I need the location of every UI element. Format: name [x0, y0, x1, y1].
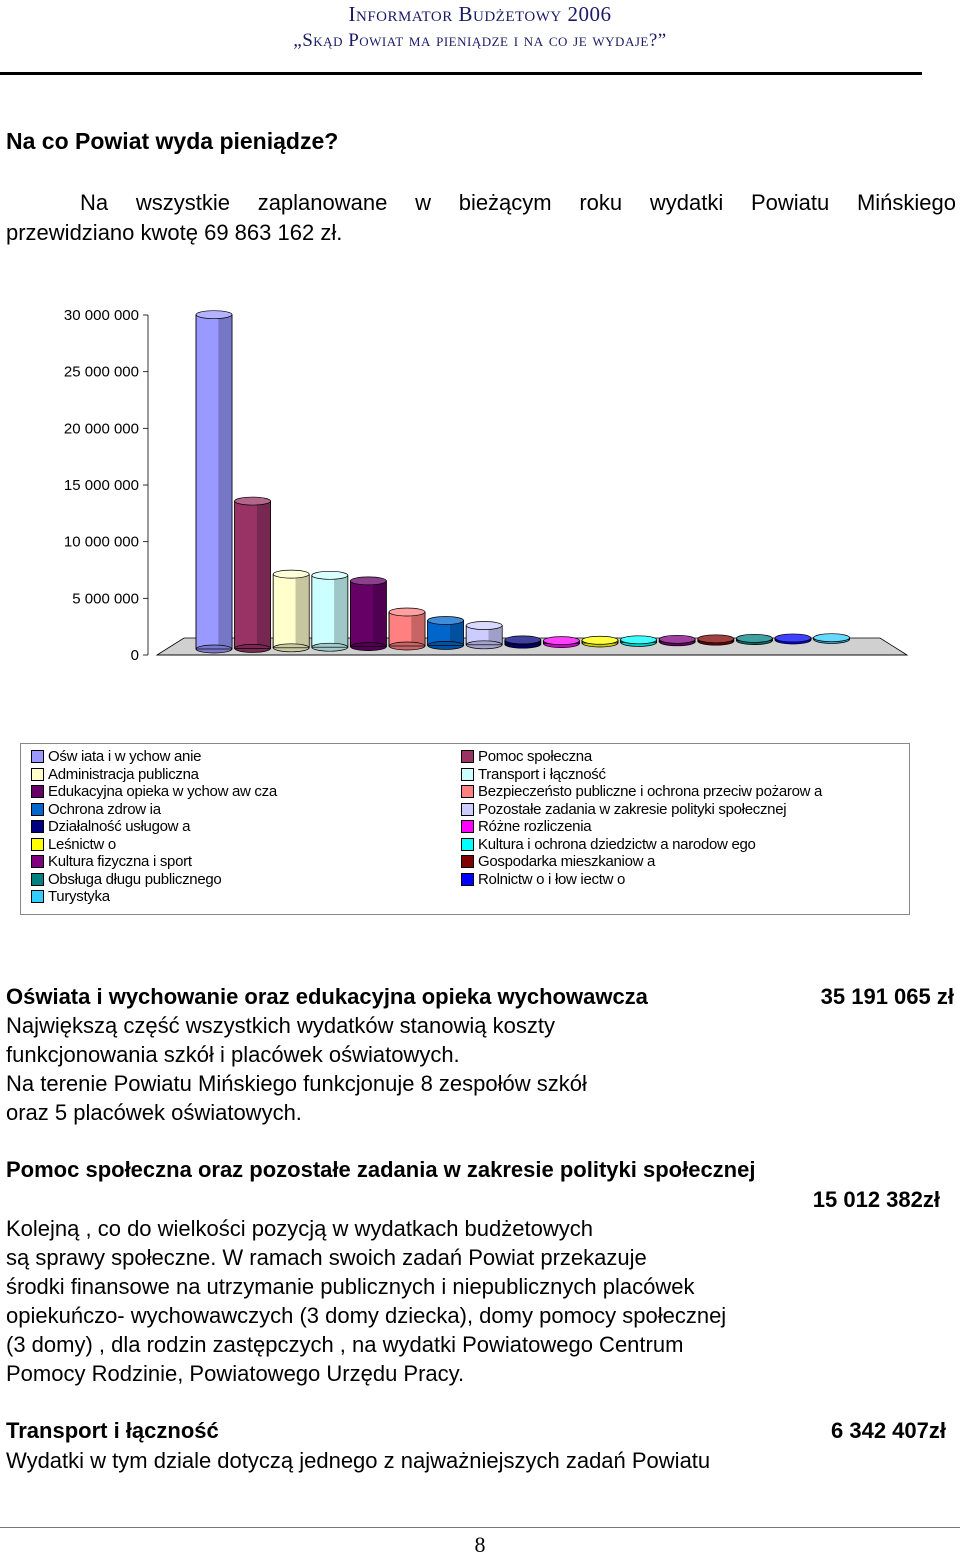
legend-label: Różne rozliczenia: [478, 818, 592, 836]
legend-label: Administracja publiczna: [48, 765, 199, 783]
legend-label: Kultura fizyczna i sport: [48, 853, 192, 871]
text-line: Na terenie Powiatu Mińskiego funkcjonuje 8 zespołów szkół: [6, 1071, 587, 1096]
legend-entry: [461, 871, 822, 889]
page-title: Na co Powiat wyda pieniądze?: [6, 128, 339, 154]
legend-swatch: [461, 785, 474, 798]
section-heading-education: Oświata i wychowanie oraz edukacyjna opieka wychowawcza: [6, 984, 648, 1009]
header-subtitle: „Skąd Powiat ma pieniądze i na co je wydaje?”: [293, 30, 667, 51]
section-text-transport: [6, 1446, 710, 1475]
text-line: (3 domy) , dla rodzin zastępczych , na wydatki Powiatowego Centrum: [6, 1332, 684, 1357]
text-line: opiekuńczo- wychowawczych (3 domy dziecka), domy pomocy społecznej: [6, 1303, 727, 1328]
legend-swatch: [461, 803, 474, 816]
bar: [389, 608, 425, 650]
legend-column-right: [461, 748, 822, 888]
legend-swatch: [461, 873, 474, 886]
text-line: oraz 5 placówek oświatowych.: [6, 1100, 302, 1125]
legend-label: Ochrona zdrow ia: [48, 800, 161, 818]
legend-entry: [31, 836, 277, 854]
legend-entry: [461, 783, 822, 801]
page-number: 8: [474, 1532, 486, 1557]
section-heading-transport: Transport i łączność: [6, 1418, 219, 1443]
legend-label: Bezpieczeństo publiczne i ochrona przeciw pożarow a: [478, 783, 823, 801]
section-heading-social-aid: Pomoc społeczna oraz pozostałe zadania w zakresie polityki społecznej: [6, 1157, 756, 1182]
legend-entry: [31, 818, 277, 836]
legend-label: Rolnictw o i łow iectw o: [478, 870, 626, 888]
bar: [698, 635, 734, 645]
legend-entry: [31, 801, 277, 819]
legend-swatch: [31, 820, 44, 833]
legend-swatch: [31, 785, 44, 798]
text-line: Pomocy Rodzinie, Powiatowego Urzędu Pracy.: [6, 1361, 465, 1386]
header-rule: [0, 72, 922, 75]
bar: [350, 577, 386, 651]
y-tick-label: 5 000 000: [72, 590, 139, 608]
bar: [505, 636, 541, 648]
y-tick-label: 0: [130, 647, 139, 664]
legend-label: Pomoc społeczna: [478, 748, 592, 766]
y-tick-label: 10 000 000: [63, 533, 139, 551]
legend-entry: [31, 748, 277, 766]
bar: [543, 637, 579, 648]
legend-swatch: [31, 750, 44, 763]
legend-entry: [461, 818, 822, 836]
section-text-social-aid: [6, 1214, 726, 1388]
legend-entry: [31, 888, 277, 906]
section-amount-transport: 6 342 407zł: [831, 1418, 946, 1443]
y-tick-label: 30 000 000: [63, 307, 139, 324]
legend-label: Transport i łączność: [478, 765, 606, 783]
y-tick-label: 20 000 000: [63, 420, 139, 438]
bar: [775, 634, 811, 644]
section-amount-social-aid: 15 012 382zł: [812, 1187, 940, 1212]
legend-swatch: [31, 768, 44, 781]
legend-entry: [461, 766, 822, 784]
legend-entry: [461, 836, 822, 854]
legend-entry: [31, 871, 277, 889]
legend-swatch: [461, 855, 474, 868]
legend-swatch: [461, 750, 474, 763]
legend-label: Kultura i ochrona dziedzictw a narodow ego: [478, 835, 756, 853]
text-line: funkcjonowania szkół i placówek oświatowych.: [6, 1042, 460, 1067]
footer-rule: [0, 1527, 960, 1528]
bar: [582, 636, 618, 647]
bar: [621, 636, 657, 647]
bar: [428, 616, 464, 649]
legend-entry: [461, 853, 822, 871]
chart-legend: [20, 743, 910, 915]
legend-entry: [461, 801, 822, 819]
legend-entry: [31, 853, 277, 871]
text-line: Wydatki w tym dziale dotyczą jednego z najważniejszych zadań Powiatu: [6, 1448, 711, 1473]
legend-swatch: [461, 838, 474, 851]
text-line: Największą część wszystkich wydatków stanowią koszty: [6, 1013, 555, 1038]
bar: [814, 634, 850, 644]
y-tick-label: 15 000 000: [63, 477, 139, 494]
intro-paragraph: [6, 188, 956, 248]
legend-swatch: [31, 873, 44, 886]
text-line: środki finansowe na utrzymanie publicznych i niepublicznych placówek: [6, 1274, 695, 1299]
legend-label: Turystyka: [48, 888, 110, 906]
section-amount-education: 35 191 065 zł: [820, 984, 954, 1009]
legend-entry: [31, 783, 277, 801]
bar: [659, 635, 695, 645]
legend-column-left: [31, 748, 277, 906]
section-text-education: [6, 1011, 587, 1127]
bar: [235, 497, 271, 652]
legend-swatch: [461, 820, 474, 833]
legend-label: Gospodarka mieszkaniow a: [478, 853, 656, 871]
bar: [736, 634, 772, 644]
legend-swatch: [31, 838, 44, 851]
bar: [196, 311, 232, 653]
legend-swatch: [31, 890, 44, 903]
legend-label: Leśnictw o: [48, 835, 116, 853]
expenditure-bar-chart: [0, 290, 960, 670]
bar: [312, 571, 348, 651]
legend-label: Obsługa długu publicznego: [48, 870, 222, 888]
text-line: Kolejną , co do wielkości pozycją w wydatkach budżetowych: [6, 1216, 593, 1241]
bar: [273, 570, 309, 652]
header-title: Informator Budżetowy 2006: [348, 2, 612, 26]
intro-line-1: Na wszystkie zaplanowane w bieżącym roku wydatki Powiatu Mińskiego: [80, 190, 956, 215]
text-line: są sprawy społeczne. W ramach swoich zadań Powiat przekazuje: [6, 1245, 647, 1270]
legend-label: Działalność usługow a: [48, 818, 191, 836]
legend-label: Edukacyjna opieka w ychow aw cza: [48, 783, 277, 801]
legend-entry: [461, 748, 822, 766]
bar: [466, 622, 502, 649]
intro-line-2: przewidziano kwotę 69 863 162 zł.: [6, 220, 343, 245]
legend-label: Pozostałe zadania w zakresie polityki społecznej: [478, 800, 787, 818]
legend-swatch: [31, 855, 44, 868]
legend-entry: [31, 766, 277, 784]
y-tick-label: 25 000 000: [63, 363, 139, 381]
legend-label: Ośw iata i w ychow anie: [48, 748, 202, 766]
legend-swatch: [461, 768, 474, 781]
legend-swatch: [31, 803, 44, 816]
